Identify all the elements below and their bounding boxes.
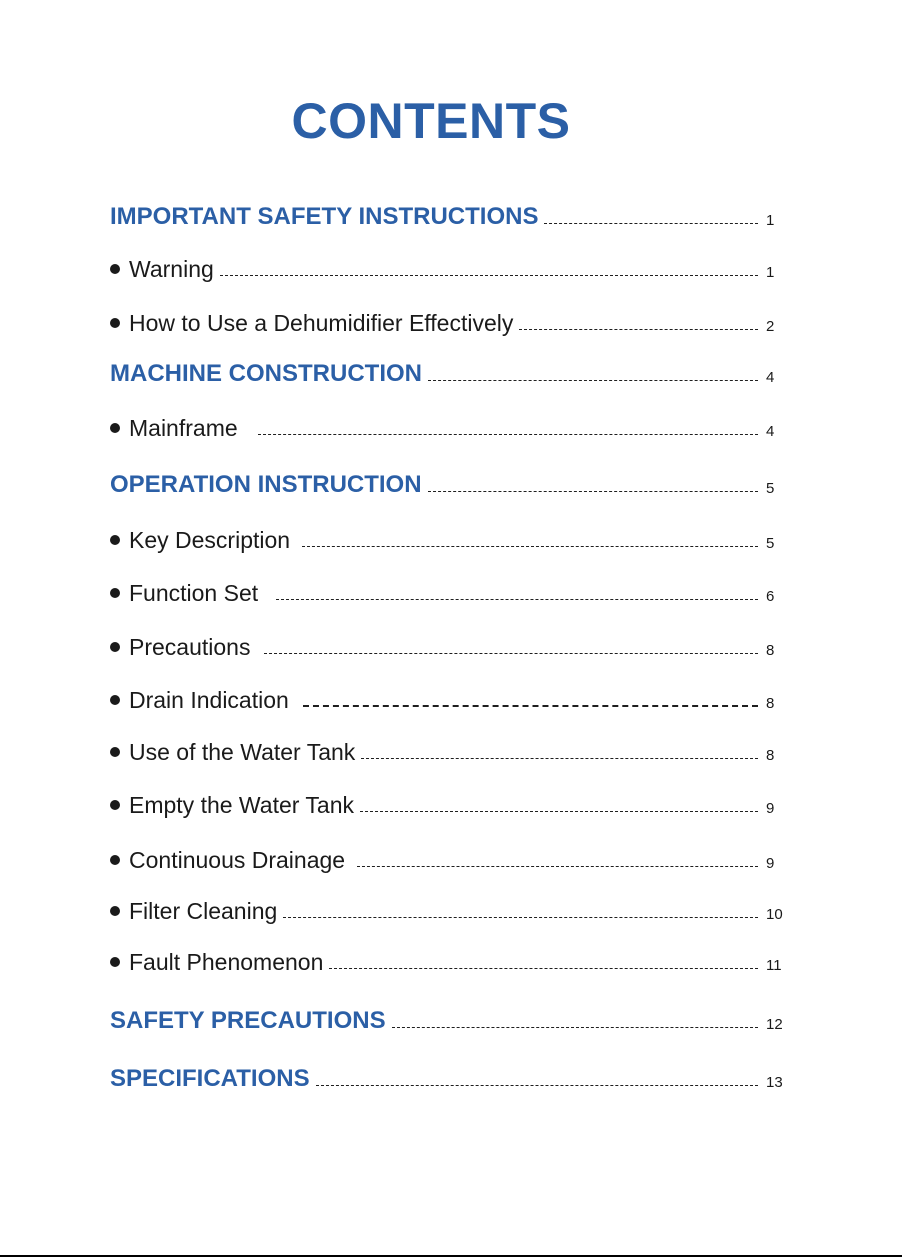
dotted-leader xyxy=(329,967,758,969)
dotted-leader xyxy=(428,490,758,492)
dotted-leader xyxy=(276,598,758,600)
bullet-icon xyxy=(110,642,120,652)
toc-entry[interactable] xyxy=(110,1065,790,1093)
toc-page-number: 4 xyxy=(766,423,775,440)
dotted-leader xyxy=(220,274,758,276)
toc-entry[interactable] xyxy=(110,948,790,976)
toc-entry[interactable] xyxy=(110,738,790,766)
bullet-icon xyxy=(110,588,120,598)
toc-entry[interactable] xyxy=(110,1007,790,1035)
dotted-leader xyxy=(264,652,758,654)
toc-section-label: SPECIFICATIONS xyxy=(110,1065,310,1092)
bullet-icon xyxy=(110,695,120,705)
toc-page-number: 1 xyxy=(766,212,775,229)
bullet-icon xyxy=(110,800,120,810)
table-of-contents xyxy=(110,0,790,1259)
toc-entry[interactable] xyxy=(110,309,790,337)
dotted-leader xyxy=(303,704,758,707)
toc-entry[interactable] xyxy=(110,579,790,607)
toc-page-number: 10 xyxy=(766,906,783,923)
toc-section-label: SAFETY PRECAUTIONS xyxy=(110,1007,386,1034)
dotted-leader xyxy=(360,810,758,812)
toc-item-label: How to Use a Dehumidifier Effectively xyxy=(110,309,513,337)
page-border-bottom xyxy=(0,1255,902,1257)
toc-page-number: 6 xyxy=(766,588,775,605)
toc-item-label: Mainframe xyxy=(110,414,238,442)
toc-page-number: 2 xyxy=(766,318,775,335)
dotted-leader xyxy=(258,433,758,435)
bullet-icon xyxy=(110,423,120,433)
dotted-leader xyxy=(428,379,758,381)
toc-entry[interactable] xyxy=(110,633,790,661)
toc-page-number: 4 xyxy=(766,369,775,386)
toc-entry[interactable] xyxy=(110,203,790,231)
bullet-icon xyxy=(110,747,120,757)
toc-page-number: 5 xyxy=(766,480,775,497)
toc-item-label: Function Set xyxy=(110,579,258,607)
toc-page-number: 5 xyxy=(766,535,775,552)
toc-page-number: 8 xyxy=(766,695,775,712)
dotted-leader xyxy=(544,222,758,224)
toc-entry[interactable] xyxy=(110,471,790,499)
toc-item-label: Use of the Water Tank xyxy=(110,738,355,766)
toc-entry[interactable] xyxy=(110,686,790,714)
toc-page-number: 8 xyxy=(766,747,775,764)
dotted-leader xyxy=(302,545,758,547)
toc-page-number: 9 xyxy=(766,800,775,817)
bullet-icon xyxy=(110,264,120,274)
page-title: CONTENTS xyxy=(291,93,571,149)
toc-item-label: Precautions xyxy=(110,633,250,661)
toc-page-number: 8 xyxy=(766,642,775,659)
toc-entry[interactable] xyxy=(110,255,790,283)
toc-entry[interactable] xyxy=(110,846,790,874)
bullet-icon xyxy=(110,855,120,865)
toc-item-label: Filter Cleaning xyxy=(110,897,277,925)
toc-section-label: OPERATION INSTRUCTION xyxy=(110,471,422,498)
toc-entry[interactable] xyxy=(110,526,790,554)
toc-page-number: 12 xyxy=(766,1016,783,1033)
dotted-leader xyxy=(392,1026,758,1028)
toc-section-label: IMPORTANT SAFETY INSTRUCTIONS xyxy=(110,203,539,230)
toc-page-number: 11 xyxy=(766,957,782,974)
toc-item-label: Key Description xyxy=(110,526,290,554)
toc-item-label: Warning xyxy=(110,255,214,283)
toc-item-label: Continuous Drainage xyxy=(110,846,345,874)
toc-item-label: Drain Indication xyxy=(110,686,289,714)
bullet-icon xyxy=(110,318,120,328)
toc-item-label: Empty the Water Tank xyxy=(110,791,354,819)
toc-section-label: MACHINE CONSTRUCTION xyxy=(110,360,422,387)
dotted-leader xyxy=(519,328,758,330)
toc-entry[interactable] xyxy=(110,414,790,442)
dotted-leader xyxy=(357,865,758,867)
dotted-leader xyxy=(361,757,758,759)
dotted-leader xyxy=(316,1084,758,1086)
bullet-icon xyxy=(110,906,120,916)
dotted-leader xyxy=(283,916,758,918)
bullet-icon xyxy=(110,957,120,967)
toc-item-label: Fault Phenomenon xyxy=(110,948,323,976)
toc-entry[interactable] xyxy=(110,360,790,388)
toc-page-number: 9 xyxy=(766,855,775,872)
toc-page-number: 1 xyxy=(766,264,775,281)
toc-entry[interactable] xyxy=(110,897,790,925)
bullet-icon xyxy=(110,535,120,545)
toc-page-number: 13 xyxy=(766,1074,783,1091)
toc-entry[interactable] xyxy=(110,791,790,819)
